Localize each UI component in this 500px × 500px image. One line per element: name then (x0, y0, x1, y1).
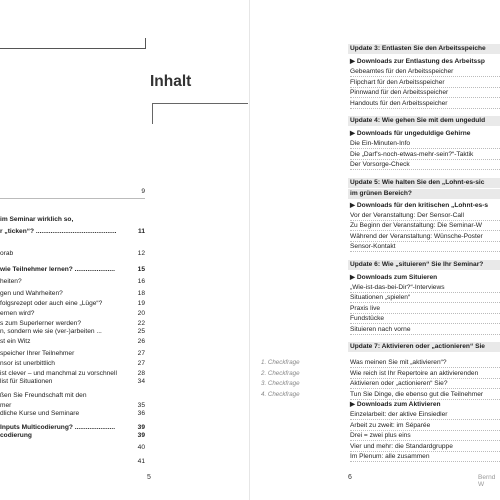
toc-entry-title: speicher Ihrer Teilnehmer (0, 350, 75, 357)
toc-entry[interactable]: Situationen „spielen“ (350, 294, 500, 303)
section-heading[interactable]: Update 7: Aktivieren oder „actionieren“ Sie (348, 342, 500, 352)
toc-entry-title: dliche Kurse und Seminare (0, 410, 80, 417)
toc-entry-page: 12 (137, 250, 145, 257)
toc-entry-page: 39 (137, 424, 145, 431)
toc-entry[interactable] (0, 290, 145, 298)
downloads-subheading[interactable]: ▶ Downloads zur Entlastung des Arbeitssp (350, 58, 485, 65)
toc-entry[interactable]: Vor der Veranstaltung: Der Sensor-Call (350, 212, 500, 221)
section-heading[interactable]: Update 3: Entlasten Sie den Arbeitsspeiche (348, 44, 500, 54)
toc-entry-page: 40 (137, 444, 145, 451)
checkfrage-label: 4. Checkfrage (261, 390, 300, 398)
toc-entry[interactable]: Drei = zwei plus eins (350, 432, 500, 441)
toc-entry-title: r „ticken“? ............................................ (0, 228, 117, 235)
toc-entry[interactable] (0, 458, 145, 466)
toc-entry[interactable] (0, 338, 145, 346)
toc-entry[interactable]: „Wie-ist-das-bei-Dir?“-Interviews (350, 284, 500, 293)
toc-entry[interactable] (0, 320, 145, 328)
toc-entry-title: mer (0, 402, 12, 409)
toc-entry[interactable] (0, 360, 145, 368)
contents-heading: Inhalt (150, 73, 192, 90)
downloads-subheading[interactable]: ▶ Downloads zum Situieren (350, 273, 438, 281)
toc-entry-page: 19 (137, 300, 145, 307)
decorative-frame-tick (145, 38, 146, 49)
toc-entry-title: ist clever – und manchmal zu vorschnell (0, 370, 117, 377)
decorative-frame-line (0, 48, 145, 49)
toc-entry[interactable]: Im Plenum: alle zusammen (350, 453, 500, 462)
downloads-subheading[interactable]: ▶ Downloads für den kritischen „Lohnt-es-s (350, 201, 489, 209)
toc-separator (0, 198, 145, 199)
toc-entry[interactable] (0, 350, 145, 358)
toc-entry[interactable] (0, 432, 145, 440)
toc-entry[interactable]: Praxis live (350, 305, 500, 314)
toc-entry[interactable]: Was meinen Sie mit „aktivieren“? (350, 359, 500, 368)
toc-entry[interactable] (0, 328, 145, 336)
section-heading[interactable]: Update 6: Wie „situieren“ Sie Ihr Seminar? (348, 260, 500, 270)
section-heading[interactable]: Update 4: Wie gehen Sie mit dem ungeduld (348, 116, 500, 126)
toc-entry-page: 39 (137, 432, 145, 439)
toc-entry[interactable] (0, 410, 145, 418)
page-number-right: 6 (348, 474, 352, 481)
toc-entry[interactable]: Gebeamtes für den Arbeitsspeicher (350, 68, 500, 77)
toc-entry-title: n, sondern wie sie (ver-)arbeiten ... (0, 328, 102, 335)
toc-entry-title: im Seminar wirklich so, (0, 216, 74, 223)
toc-entry-title: orab (0, 250, 14, 257)
checkfrage-label: 3. Checkfrage (261, 380, 300, 387)
toc-entry-title: folgsrezept oder auch eine „Lüge“? (0, 300, 103, 307)
toc-entry-title: wie Teilnehmer lernen? ...................... (0, 266, 115, 273)
toc-entry[interactable]: Handouts für den Arbeitsspeicher (350, 100, 500, 109)
toc-entry[interactable] (0, 444, 145, 452)
toc-entry[interactable]: Während der Veranstaltung: Wünsche-Poster (350, 233, 500, 242)
toc-entry-page: 34 (137, 378, 145, 385)
toc-entry[interactable] (0, 216, 145, 224)
toc-entry[interactable] (0, 278, 145, 286)
toc-entry[interactable]: Sensor-Kontakt (350, 243, 500, 252)
toc-entry[interactable]: Zu Beginn der Veranstaltung: Die Seminar-W (350, 222, 500, 231)
downloads-subheading[interactable]: ▶ Downloads zum Aktivieren (350, 401, 441, 408)
toc-entry[interactable] (0, 424, 145, 432)
toc-entry[interactable] (0, 392, 145, 400)
section-heading[interactable]: im grünen Bereich? (348, 189, 500, 199)
toc-entry[interactable]: Vier und mehr: die Standardgruppe (350, 443, 500, 452)
toc-entry[interactable] (0, 300, 145, 308)
toc-entry-page: 35 (137, 402, 145, 409)
heading-rule (152, 103, 248, 104)
toc-entry-page: 22 (137, 320, 145, 327)
toc-entry-page: 28 (137, 370, 145, 377)
toc-entry[interactable] (0, 228, 145, 236)
toc-entry-page: 25 (137, 328, 145, 335)
toc-entry-page: 18 (137, 290, 145, 297)
toc-entry-title: Inputs Multicodierung? ...................... (0, 424, 116, 431)
toc-entry-page: 27 (137, 350, 145, 357)
toc-entry-page: 27 (137, 360, 145, 367)
toc-entry-title: s zum Superlerner werden? (0, 320, 81, 327)
toc-entry-page: 16 (137, 278, 145, 285)
checkfrage-label: 2. Checkfrage (261, 369, 300, 377)
downloads-subheading[interactable]: ▶ Downloads für ungeduldige Gehirne (350, 130, 471, 137)
toc-entry-title: st ein Witz (0, 338, 31, 345)
toc-entry[interactable]: Wie reich ist Ihr Repertoire an aktivierenden (350, 370, 500, 379)
toc-entry[interactable]: Fundstücke (350, 315, 500, 324)
toc-entry-page: 9 (141, 188, 145, 195)
toc-entry[interactable] (0, 402, 145, 410)
toc-entry-page: 20 (137, 310, 145, 317)
footer-author: Bernd W (478, 474, 496, 488)
toc-entry[interactable] (0, 378, 145, 386)
toc-entry-page: 11 (138, 228, 145, 235)
toc-entry[interactable]: Einzelarbeit: der aktive Einsiedler (350, 411, 500, 420)
toc-entry[interactable]: Der Vorsorge-Check (350, 161, 500, 170)
toc-entry-title: ßen Sie Freundschaft mit den (0, 392, 87, 399)
toc-entry[interactable] (0, 188, 145, 196)
toc-entry[interactable] (0, 370, 145, 378)
toc-entry-page: 26 (137, 338, 145, 345)
toc-entry[interactable] (0, 266, 145, 274)
toc-entry[interactable]: Aktivieren oder „actionieren“ Sie? (350, 380, 500, 389)
toc-entry[interactable]: Flipchart für den Arbeitsspeicher (350, 79, 500, 88)
toc-entry-page: 36 (137, 410, 145, 417)
toc-entry-title: codierung (0, 432, 32, 439)
heading-rule-tick (152, 103, 153, 124)
section-heading[interactable]: Update 5: Wie halten Sie den „Lohnt-es-sic (348, 178, 500, 188)
toc-entry-title: ernen wird? (0, 310, 35, 317)
page-number-left: 5 (147, 474, 151, 481)
toc-entry[interactable] (0, 250, 145, 258)
toc-entry[interactable]: Tun Sie Dinge, die ebenso gut die Teilnehmer (350, 391, 500, 400)
toc-entry[interactable]: Situieren nach vorne (350, 326, 500, 335)
toc-entry-title: nsor ist unerbittlich (0, 360, 55, 367)
toc-entry-title: list für Situationen (0, 378, 53, 385)
toc-entry-title: gen und Wahrheiten? (0, 290, 63, 297)
toc-entry[interactable]: Pinnwand für den Arbeitsspeicher (350, 89, 500, 98)
toc-entry[interactable]: Die „Darf's-noch-etwas-mehr-sein?“-Taktik (350, 151, 500, 160)
toc-entry[interactable]: Die Ein-Minuten-Info (350, 140, 500, 149)
toc-entry[interactable]: Arbeit zu zweit: im Séparée (350, 422, 500, 431)
toc-entry-page: 15 (137, 266, 145, 273)
toc-entry-title: heiten? (0, 278, 22, 285)
right-page (250, 0, 500, 500)
toc-entry-page: 41 (137, 458, 145, 465)
checkfrage-label: 1. Checkfrage (261, 359, 300, 366)
toc-entry[interactable] (0, 310, 145, 318)
